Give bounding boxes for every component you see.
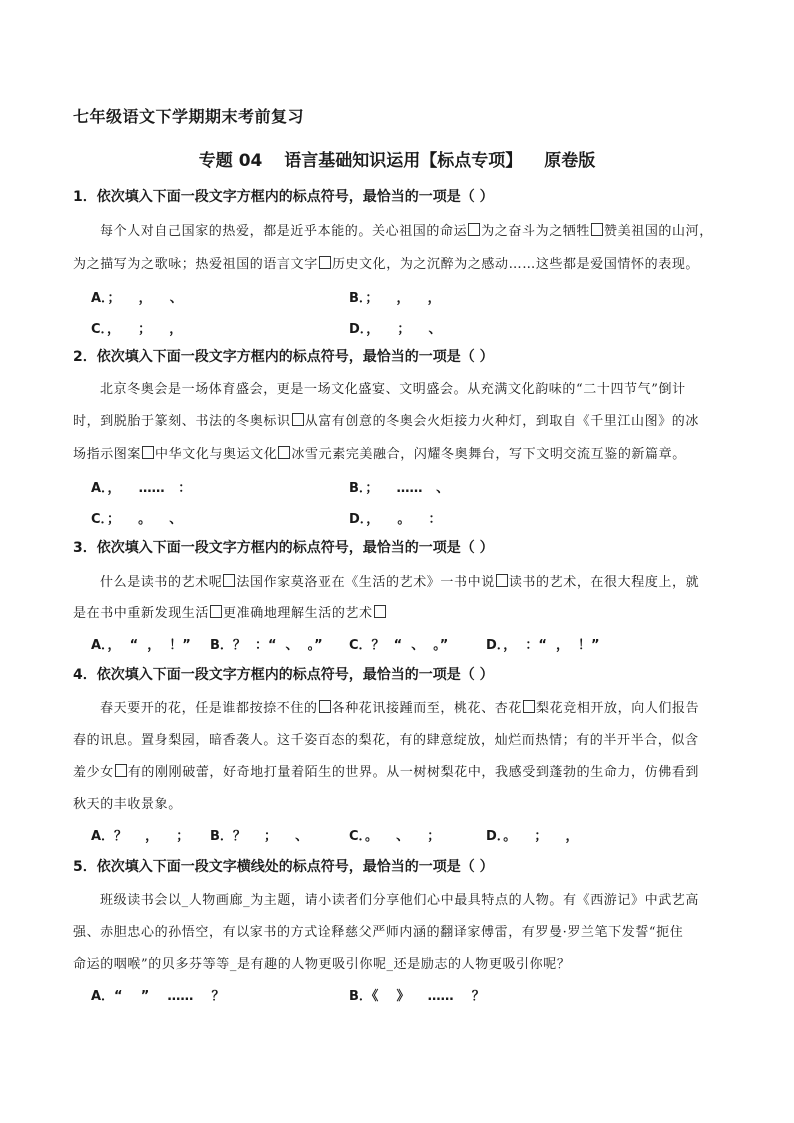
question-5-passage-line-2: 强、赤胆忠心的孙悟空，有以家书的方式诠释慈父严师内涵的翻译家傅雷，有罗曼·罗兰笔下发誓“扼住 <box>73 925 684 940</box>
question-2-passage-line-3: 场指示图案 中华文化与奥运文化 冰雪元素完美融合，闪耀冬奥舞台，写下文明交流互鉴的新篇章。 <box>73 447 686 462</box>
document-header: 七年级语文下学期期末考前复习 <box>73 107 305 126</box>
question-4-passage-line-1: 春天要开的花，任是谁都按捺不住的 各种花讯接踵而至，桃花、杏花 梨花竞相开放，向人们报告 <box>100 701 700 716</box>
question-2-passage-line-1: 北京冬奥会是一场体育盛会，更是一场文化盛宴、文明盛会。从充满文化韵味的“二十四节气”倒计 <box>100 382 686 397</box>
question-1-passage-line-2: 为之描写为之歌咏；热爱祖国的语言文字 历史文化，为之沉醉为之感动……这些都是爱国情怀的表现。 <box>73 257 700 272</box>
question-2-option-c[interactable]: C．； 。 、 <box>91 512 183 527</box>
question-2-option-d[interactable]: D．， 。 ： <box>349 512 442 527</box>
question-2-option-b[interactable]: B．； …… 、 <box>349 481 450 496</box>
blank-box <box>223 574 235 587</box>
blank-box <box>591 223 603 236</box>
question-4-option-d[interactable]: D．。 ； ， <box>486 829 579 844</box>
question-4-option-a[interactable]: A．？ ， ； <box>91 829 190 844</box>
title-topic-number: 专题 04 <box>198 151 263 171</box>
question-2-passage-line-2: 时，到脱胎于篆刻、书法的冬奥标识 从富有创意的冬奥会火炬接力火种灯，到取自《千里江山图》的冰 <box>73 414 700 429</box>
question-1-option-d[interactable]: D．， ； 、 <box>349 322 442 337</box>
question-5-option-a[interactable]: A．“ ” …… ？ <box>91 989 225 1004</box>
question-2-stem: 2．依次填入下面一段文字方框内的标点符号，最恰当的一项是（ ） <box>73 349 494 365</box>
question-5-passage-line-1: 班级读书会以_人物画廊_为主题，请小读者们分享他们心中最具特点的人物。有《西游记》中武艺高 <box>100 893 700 908</box>
question-4-passage-line-4: 秋天的丰收景象。 <box>73 797 182 812</box>
blank-box <box>115 764 127 777</box>
question-1-stem: 1．依次填入下面一段文字方框内的标点符号，最恰当的一项是（ ） <box>73 189 494 205</box>
blank-box <box>374 605 386 618</box>
question-4-passage-line-3: 羞少女 有的刚刚破蕾，好奇地打量着陌生的世界。从一树树梨花中，我感受到蓬勃的生命力，仿佛看到 <box>73 765 700 780</box>
question-1-option-a[interactable]: A．； ， 、 <box>91 291 183 306</box>
blank-box <box>292 413 304 426</box>
question-3-option-b[interactable]: B．？ ：“ 、 。” <box>210 638 323 653</box>
question-5-stem: 5．依次填入下面一段文字横线处的标点符号，最恰当的一项是（ ） <box>73 859 494 875</box>
question-3-passage-line-2: 是在书中重新发现生活 更准确地理解生活的艺术 <box>73 602 387 621</box>
question-3-option-c[interactable]: C．？ “ 、 。” <box>349 638 449 653</box>
blank-box <box>468 223 480 236</box>
question-5-passage-line-3: 命运的咽喉”的贝多芬等等_是有趣的人物更吸引你呢_还是励志的人物更吸引你呢？ <box>73 957 571 972</box>
question-2-option-a[interactable]: A．， …… ： <box>91 481 192 496</box>
blank-box <box>142 446 154 459</box>
question-4-option-c[interactable]: C．。 、 ； <box>349 829 441 844</box>
title-version: 原卷版 <box>544 151 596 171</box>
question-4-option-b[interactable]: B．？ ； 、 <box>210 829 309 844</box>
question-3-stem: 3．依次填入下面一段文字方框内的标点符号，最恰当的一项是（ ） <box>73 540 494 556</box>
question-4-passage-line-2: 春的讯息。置身梨园，暗香袭人。这千姿百态的梨花，有的肆意绽放，灿烂而热情；有的半开半合，似含 <box>73 733 699 748</box>
question-1-passage-line-1: 每个人对自己国家的热爱，都是近乎本能的。关心祖国的命运 为之奋斗为之牺牲 赞美祖国的山河， <box>100 224 713 239</box>
blank-box <box>496 574 508 587</box>
title-topic-name: 语言基础知识运用【标点专项】 <box>284 151 523 171</box>
question-3-passage-line-1: 什么是读书的艺术呢 法国作家莫洛亚在《生活的艺术》一书中说 读书的艺术，在很大程度上，就 <box>100 575 700 590</box>
question-3-option-a[interactable]: A．， “ ， ！” <box>91 638 191 653</box>
question-1-option-b[interactable]: B．； ， ， <box>349 291 441 306</box>
question-5-option-b[interactable]: B．《 》 …… ？ <box>349 989 485 1004</box>
blank-box <box>278 446 290 459</box>
question-3-option-d[interactable]: D．， ：“ ， ！” <box>486 638 600 653</box>
blank-box <box>319 700 331 713</box>
blank-box <box>319 256 331 269</box>
blank-box <box>523 700 535 713</box>
blank-box <box>210 605 222 618</box>
question-4-stem: 4．依次填入下面一段文字方框内的标点符号，最恰当的一项是（ ） <box>73 667 494 683</box>
document-title <box>0 146 794 171</box>
question-1-option-c[interactable]: C．， ； ， <box>91 322 183 337</box>
